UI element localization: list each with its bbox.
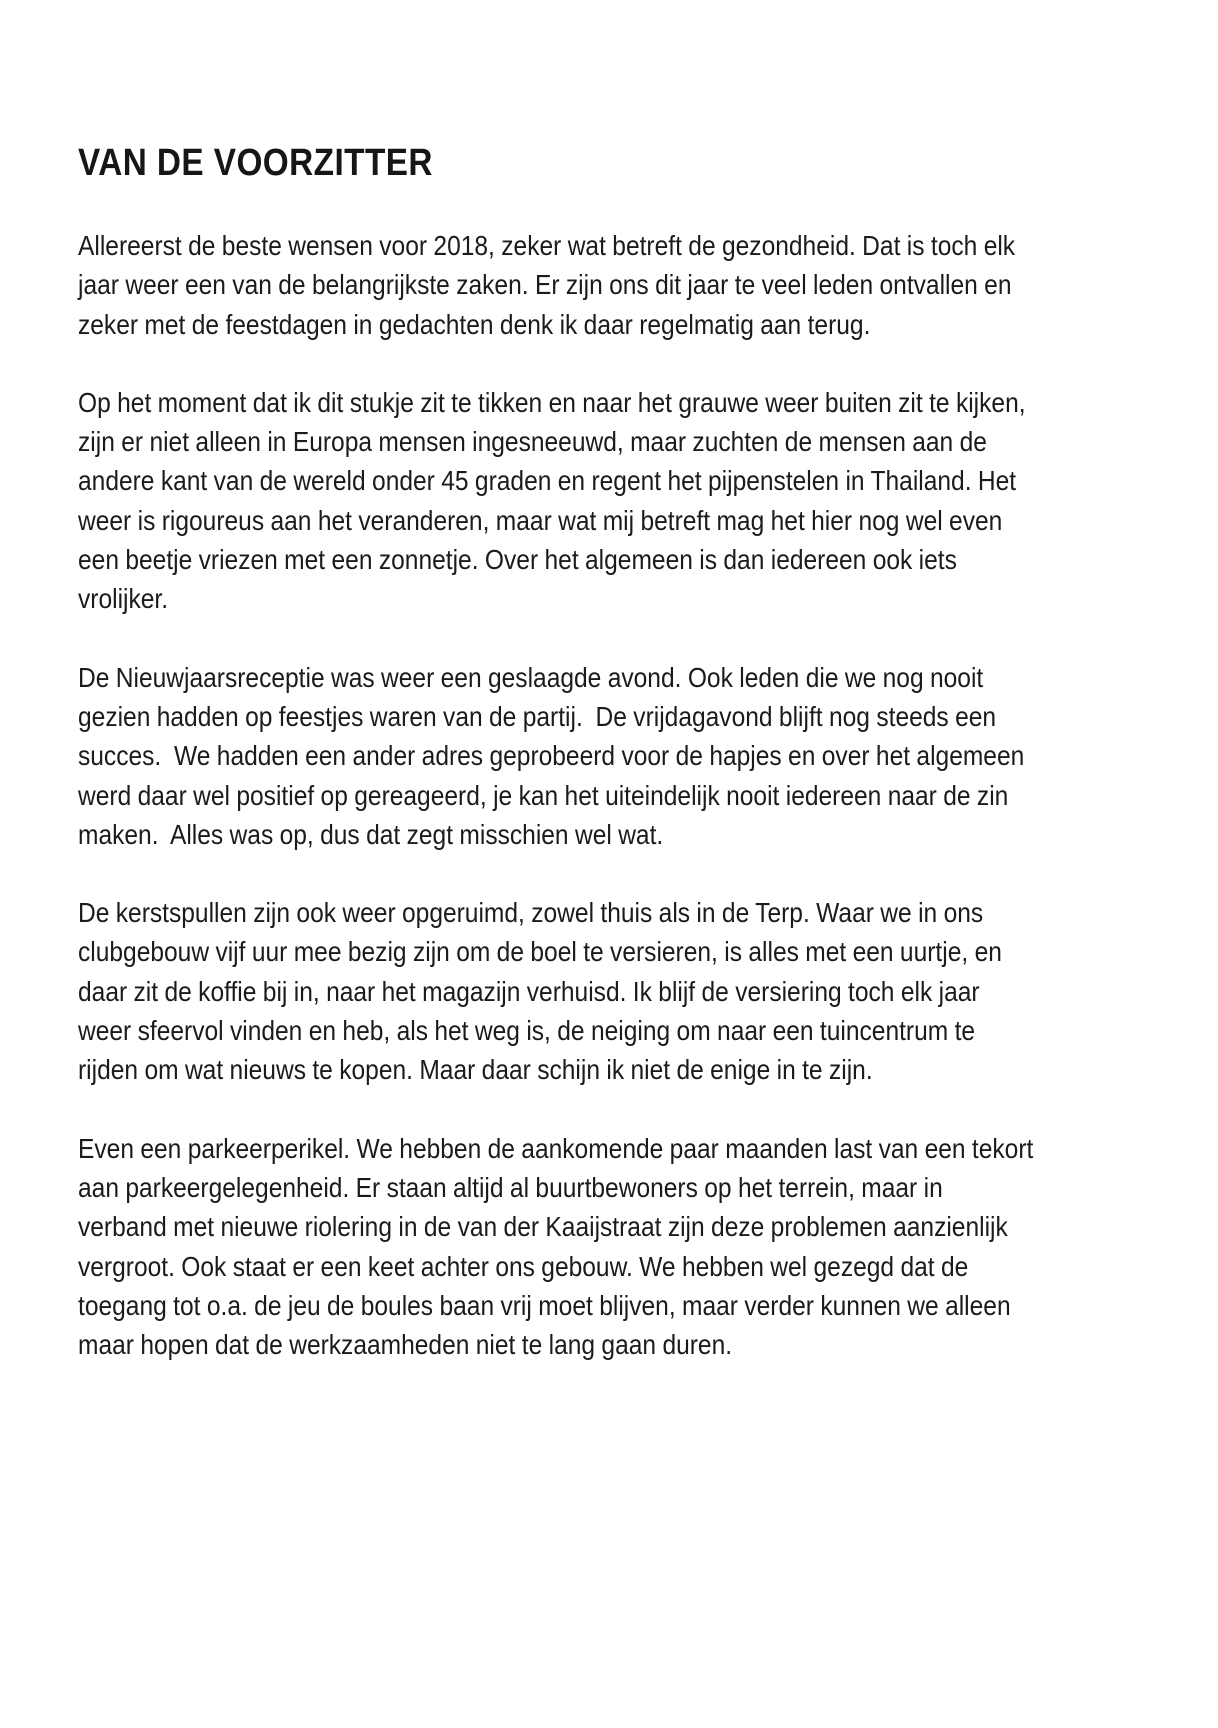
paragraph-nieuwjaarsreceptie: De Nieuwjaarsreceptie was weer een geslaagde avond. Ook leden die we nog nooit gezien hadden op feestjes waren van de partij. De vrijdagavond blijft nog steeds een succes. We hadden een ander adres geprobeerd voor de hapjes en over het algemeen werd daar wel positief op gereageerd, je kan het uiteindelijk nooit iedereen naar de zin maken. Alles was op, dus dat zegt misschien wel wat. [78, 661, 1031, 850]
paragraph-weather: Op het moment dat ik dit stukje zit te tikken en naar het grauwe weer buiten zit te kijken, zijn er niet alleen in Europa mensen ingesneeuwd, maar zuchten de mensen aan de andere kant van de wereld onder 45 graden en regent het pijpenstelen in Thailand. Het weer is rigoureus aan het veranderen, maar wat mij betreft mag het hier nog wel even een beetje vriezen met een zonnetje. Over het algemeen is dan iedereen ook iets vrolijker. [78, 386, 1032, 615]
document-content [78, 140, 1040, 1403]
paragraph-kerstspullen: De kerstspullen zijn ook weer opgeruimd, zowel thuis als in de Terp. Waar we in ons clubgebouw vijf uur mee bezig zijn om de boel te versieren, is alles met een uurtje, en daar zit de koffie bij in, naar het magazijn verhuisd. Ik blijf de versiering toch elk jaar weer sfeervol vinden en heb, als het weg is, de neiging om naar een tuincentrum te rijden om wat nieuws te kopen. Maar daar schijn ik niet de enige in te zijn. [78, 897, 1009, 1086]
paragraph-new-year-wishes: Allereerst de beste wensen voor 2018, zeker wat betreft de gezondheid. Dat is toch elk jaar weer een van de belangrijkste zaken. Er zijn ons dit jaar te veel leden ontvallen en zeker met de feestdagen in gedachten denk ik daar regelmatig aan terug. [78, 230, 1022, 340]
paragraph-parkeerperikel: Even een parkeerperikel. We hebben de aankomende paar maanden last van een tekort aan parkeergelegenheid. Er staan altijd al buurtbewoners op het terrein, maar in verband met nieuwe riolering in de van der Kaaijstraat zijn deze problemen aanzienlijk vergroot. Ook staat er een keet achter ons gebouw. We hebben wel gezegd dat de toegang tot o.a. de jeu de boules baan vrij moet blijven, maar verder kunnen we alleen maar hopen dat de werkzaamheden niet te lang gaan duren. [78, 1132, 1040, 1361]
page-title: VAN DE VOORZITTER [78, 142, 433, 184]
